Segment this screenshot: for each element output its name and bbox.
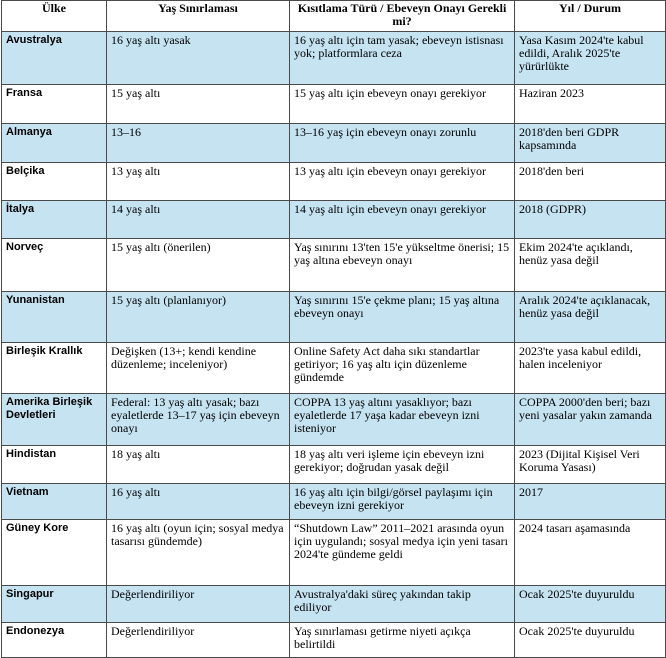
- status-cell: 2018'den beri GDPR kapsamında: [515, 124, 666, 163]
- header-age-limit: Yaş Sınırlaması: [107, 1, 290, 32]
- status-cell: 2018 (GDPR): [515, 201, 666, 239]
- country-cell: Yunanistan: [2, 292, 107, 343]
- restriction-cell: 16 yaş altı için bilgi/görsel paylaşımı için ebeveyn izni gerekiyor: [290, 484, 515, 520]
- restriction-cell: Online Safety Act daha sıkı standartlar getiriyor; 16 yaş altı için düzenleme gündemde: [290, 343, 515, 394]
- table-row: [2, 124, 666, 163]
- restriction-cell: Avustralya'daki süreç yakından takip ediliyor: [290, 586, 515, 623]
- restriction-cell: 18 yaş altı veri işleme için ebeveyn izni gerekiyor; doğrudan yasak değil: [290, 446, 515, 484]
- restriction-cell: Yaş sınırlaması getirme niyeti açıkça belirtildi: [290, 623, 515, 658]
- header-year-status: Yıl / Durum: [515, 1, 666, 32]
- status-cell: Yasa Kasım 2024'te kabul edildi, Aralık 2025'te yürürlükte: [515, 32, 666, 85]
- country-cell: Amerika Birleşik Devletleri: [2, 394, 107, 446]
- status-cell: Ocak 2025'te duyuruldu: [515, 586, 666, 623]
- age-limit-cell: 16 yaş altı (oyun için; sosyal medya tasarısı gündemde): [107, 520, 290, 586]
- status-cell: 2017: [515, 484, 666, 520]
- status-cell: 2024 tasarı aşamasında: [515, 520, 666, 586]
- age-limit-cell: Değerlendiriliyor: [107, 586, 290, 623]
- table-row: [2, 394, 666, 446]
- table-row: [2, 85, 666, 124]
- age-limit-cell: 16 yaş altı yasak: [107, 32, 290, 85]
- country-cell: Almanya: [2, 124, 107, 163]
- country-cell: Hindistan: [2, 446, 107, 484]
- age-limit-cell: Değerlendiriliyor: [107, 623, 290, 658]
- status-cell: Ocak 2025'te duyuruldu: [515, 623, 666, 658]
- age-limit-cell: 18 yaş altı: [107, 446, 290, 484]
- restriction-cell: Yaş sınırını 15'e çekme planı; 15 yaş altına ebeveyn onayı: [290, 292, 515, 343]
- age-limit-cell: Federal: 13 yaş altı yasak; bazı eyaletlerde 13–17 yaş için ebeveyn onayı: [107, 394, 290, 446]
- country-cell: İtalya: [2, 201, 107, 239]
- status-cell: 2018'den beri: [515, 163, 666, 201]
- table-row: [2, 32, 666, 85]
- table-row: [2, 201, 666, 239]
- restriction-cell: 16 yaş altı için tam yasak; ebeveyn istisnası yok; platformlara ceza: [290, 32, 515, 85]
- header-country: Ülke: [2, 1, 107, 32]
- restriction-cell: COPPA 13 yaş altını yasaklıyor; bazı eyaletlerde 17 yaşa kadar ebeveyn izni isteniyor: [290, 394, 515, 446]
- country-cell: Güney Kore: [2, 520, 107, 586]
- age-limit-cell: 13–16: [107, 124, 290, 163]
- status-cell: Aralık 2024'te açıklanacak, henüz yasa değil: [515, 292, 666, 343]
- country-cell: Norveç: [2, 239, 107, 292]
- country-cell: Vietnam: [2, 484, 107, 520]
- restriction-cell: 14 yaş altı için ebeveyn onayı gerekiyor: [290, 201, 515, 239]
- restriction-cell: 13–16 yaş için ebeveyn onayı zorunlu: [290, 124, 515, 163]
- age-limit-cell: 15 yaş altı (önerilen): [107, 239, 290, 292]
- status-cell: Ekim 2024'te açıklandı, henüz yasa değil: [515, 239, 666, 292]
- table-row: [2, 586, 666, 623]
- age-limit-cell: 15 yaş altı (planlanıyor): [107, 292, 290, 343]
- country-cell: Endonezya: [2, 623, 107, 658]
- table-row: [2, 343, 666, 394]
- restriction-cell: 13 yaş altı için ebeveyn onayı gerekiyor: [290, 163, 515, 201]
- table-body: [2, 32, 666, 658]
- table-row: [2, 292, 666, 343]
- restriction-cell: “Shutdown Law” 2011–2021 arasında oyun için uygulandı; sosyal medya için yeni tasarı 2024'te gündeme geldi: [290, 520, 515, 586]
- table-row: [2, 623, 666, 658]
- age-limit-cell: Değişken (13+; kendi kendine düzenleme; inceleniyor): [107, 343, 290, 394]
- table-row: [2, 446, 666, 484]
- table-row: [2, 484, 666, 520]
- age-limit-cell: 16 yaş altı: [107, 484, 290, 520]
- status-cell: COPPA 2000'den beri; bazı yeni yasalar yakın zamanda: [515, 394, 666, 446]
- age-limit-cell: 15 yaş altı: [107, 85, 290, 124]
- age-limit-cell: 13 yaş altı: [107, 163, 290, 201]
- table-row: [2, 239, 666, 292]
- header-restriction-type: Kısıtlama Türü / Ebeveyn Onayı Gerekli mi?: [290, 1, 515, 32]
- country-cell: Singapur: [2, 586, 107, 623]
- restriction-cell: 15 yaş altı için ebeveyn onayı gerekiyor: [290, 85, 515, 124]
- age-limit-cell: 14 yaş altı: [107, 201, 290, 239]
- regulation-table: [1, 0, 666, 658]
- table-row: [2, 520, 666, 586]
- country-cell: Birleşik Krallık: [2, 343, 107, 394]
- country-cell: Fransa: [2, 85, 107, 124]
- country-cell: Avustralya: [2, 32, 107, 85]
- status-cell: Haziran 2023: [515, 85, 666, 124]
- restriction-cell: Yaş sınırını 13'ten 15'e yükseltme önerisi; 15 yaş altına ebeveyn onayı: [290, 239, 515, 292]
- status-cell: 2023 (Dijital Kişisel Veri Koruma Yasası): [515, 446, 666, 484]
- country-cell: Belçika: [2, 163, 107, 201]
- header-row: [2, 1, 666, 32]
- status-cell: 2023'te yasa kabul edildi, halen inceleniyor: [515, 343, 666, 394]
- table-row: [2, 163, 666, 201]
